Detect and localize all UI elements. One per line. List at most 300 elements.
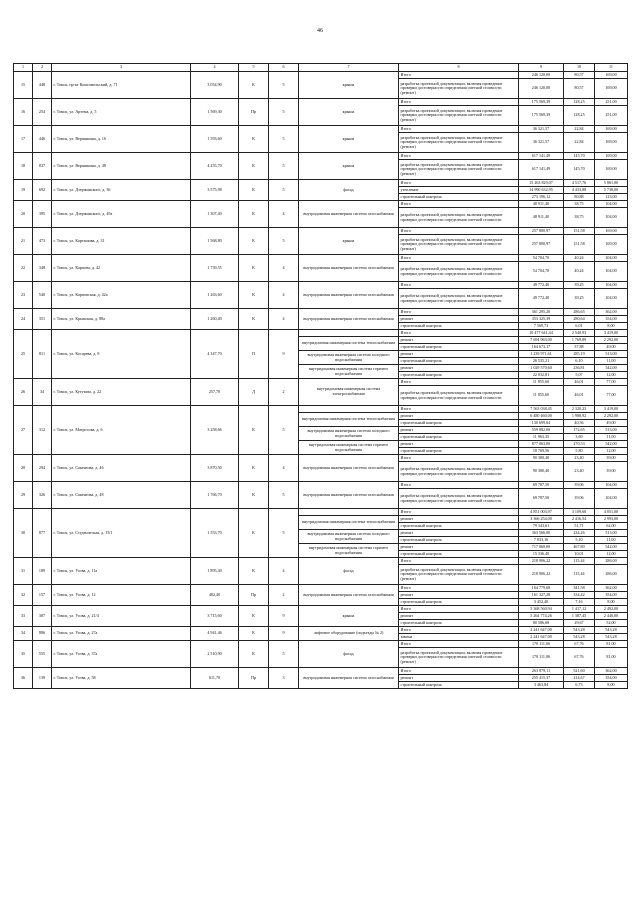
item-cell: строительный контроль [399, 523, 519, 530]
item-cell: строительный контроль [399, 682, 519, 689]
table-row [14, 455, 628, 462]
class-cell: К [239, 180, 269, 201]
cost-cell: 49 772,40 [519, 289, 564, 309]
limit-cell: 169,00 [595, 133, 628, 153]
address-cell: г. Томск, ул. Дзержинского, д. 49а [52, 201, 191, 228]
class-cell: К [239, 627, 269, 641]
item-cell: разработка проектной документации, включая проведение проверки достоверности определения сметной стоимости (ремонт) [399, 79, 519, 99]
unit-cost-cell: 40,56 [564, 420, 595, 427]
row-number: 24 [14, 309, 33, 330]
class-cell: К [239, 201, 269, 228]
row-number: 15 [14, 72, 33, 99]
row-number: 19 [14, 180, 33, 201]
area-cell: 3 870,50 [191, 455, 239, 482]
table-row [14, 309, 628, 316]
column-header: 1 [14, 64, 33, 72]
class-cell: К [239, 482, 269, 509]
house-code: 555 [33, 641, 52, 668]
limit-cell: 39,00 [595, 462, 628, 482]
row-number: 23 [14, 282, 33, 309]
item-cell: разработка проектной документации, включая проведение проверки достоверности определения сметной стоимости [399, 208, 519, 228]
cost-cell: 877 063,00 [519, 441, 564, 448]
limit-cell: 362,00 [595, 585, 628, 592]
limit-cell: 3 419,00 [595, 406, 628, 413]
cost-cell: 255 415,37 [519, 675, 564, 682]
item-cell: Итого [399, 482, 519, 489]
table-row [14, 255, 628, 262]
house-code: 395 [33, 201, 52, 228]
table-row [14, 180, 628, 187]
item-cell: утепление [399, 187, 519, 194]
page-number: 46 [317, 28, 323, 34]
house-code: 312 [33, 406, 52, 455]
cost-cell: 5 264 774,26 [519, 613, 564, 620]
item-cell: Итого [399, 228, 519, 235]
floors-cell: 9 [269, 606, 299, 627]
table-row [14, 282, 628, 289]
item-cell: строительный контроль [399, 434, 519, 441]
limit-cell: 513,00 [595, 530, 628, 537]
work-type-cell: крыша [299, 126, 399, 153]
class-cell: Пр [239, 585, 269, 606]
column-header: 10 [564, 64, 595, 72]
unit-cost-cell: 521,60 [564, 668, 595, 675]
item-cell: Итого [399, 180, 519, 187]
header-row [14, 64, 628, 72]
item-cell: разработка проектной документации, включая проведение проверки достоверности определения сметной стоимости (ремонт) [399, 565, 519, 585]
work-type-cell: внутридомовая инженерная система газоснабжения [299, 255, 399, 282]
limit-cell: 543,28 [595, 627, 628, 634]
column-header: 9 [519, 64, 564, 72]
unit-cost-cell: 5,10 [564, 537, 595, 544]
cost-cell: 90 380,40 [519, 455, 564, 462]
unit-cost-cell: 40,24 [564, 262, 595, 282]
cost-cell: 3 366 254,00 [519, 516, 564, 523]
house-code: 34 [33, 379, 52, 406]
cost-cell: 54 704,70 [519, 262, 564, 282]
limit-cell: 2 993,00 [595, 516, 628, 523]
unit-cost-cell: 22,84 [564, 126, 595, 133]
floors-cell: 5 [269, 99, 299, 126]
unit-cost-cell: 3 109,60 [564, 509, 595, 516]
item-cell: Итого [399, 72, 519, 79]
item-cell: разработка проектной документации, включая проведение проверки достоверности определения сметной стоимости [399, 262, 519, 282]
address-cell: г. Томск, ул. Карповская, д. 42а [52, 282, 191, 309]
cost-cell: 218 906,22 [519, 565, 564, 585]
limit-cell: 12,00 [595, 372, 628, 379]
work-type-cell: внутридомовая инженерная система горячего водоснабжения [299, 365, 399, 379]
limit-cell: 8,00 [595, 323, 628, 330]
floors-cell: 5 [269, 482, 299, 509]
limit-cell: 12,00 [595, 448, 628, 455]
item-cell: строительный контроль [399, 194, 519, 201]
limit-cell: 169,00 [595, 228, 628, 235]
area-cell: 1 553,70 [191, 509, 239, 558]
item-cell: разработка проектной документации, включая проведение проверки достоверности определения сметной стоимости [399, 289, 519, 309]
class-cell: К [239, 309, 269, 330]
unit-cost-cell: 334,42 [564, 592, 595, 599]
item-cell: Итого [399, 627, 519, 634]
limit-cell: 5 738,00 [595, 187, 628, 194]
area-cell: 1 260,40 [191, 309, 239, 330]
area-cell: 3 575,98 [191, 180, 239, 201]
work-type-cell: внутридомовая инженерная система газоснабжения [299, 455, 399, 482]
class-cell: К [239, 126, 269, 153]
cost-cell: 363 566,00 [519, 530, 564, 537]
limit-cell: 169,00 [595, 235, 628, 255]
cost-cell: 36 321,57 [519, 126, 564, 133]
house-code: 448 [33, 72, 52, 99]
work-type-cell: внутридомовая инженерная система газоснабжения [299, 282, 399, 309]
limit-cell: 542,00 [595, 365, 628, 372]
row-number: 34 [14, 627, 33, 641]
work-type-cell: крыша [299, 99, 399, 126]
limit-cell: 12,00 [595, 551, 628, 558]
floors-cell: 5 [269, 406, 299, 455]
house-code: 692 [33, 180, 52, 201]
cost-cell: 18 769,56 [519, 448, 564, 455]
item-cell: Итого [399, 455, 519, 462]
unit-cost-cell: 29,67 [564, 620, 595, 627]
limit-cell: 77,00 [595, 386, 628, 406]
limit-cell: 81,00 [595, 641, 628, 648]
area-cell: 3 715,60 [191, 606, 239, 627]
limit-cell: 542,00 [595, 544, 628, 551]
table-row [14, 585, 628, 592]
cost-cell: 14 990 632,95 [519, 187, 564, 194]
item-cell: Итого [399, 558, 519, 565]
class-cell: Д [239, 379, 269, 406]
cost-cell: 54 704,70 [519, 255, 564, 262]
floors-cell: 4 [269, 255, 299, 282]
work-type-cell: внутридомовая инженерная система горячего водоснабжения [299, 544, 399, 558]
address-cell: г. Томск, ул. Усова, д. 12 [52, 585, 191, 606]
table-row [14, 668, 628, 675]
limit-cell: 169,00 [595, 72, 628, 79]
item-cell: разработка проектной документации, включая проведение проверки достоверности определения сметной стоимости [399, 462, 519, 482]
limit-cell: 11,00 [595, 537, 628, 544]
limit-cell: 354,00 [595, 316, 628, 323]
area-cell: 1 895,30 [191, 558, 239, 585]
row-number: 33 [14, 606, 33, 627]
column-header: 2 [33, 64, 52, 72]
cost-cell: 273 196,12 [519, 194, 564, 201]
cost-cell: 361 295,20 [519, 309, 564, 316]
limit-cell: 104,00 [595, 255, 628, 262]
floors-cell: 9 [269, 627, 299, 641]
limit-cell: 354,00 [595, 675, 628, 682]
table-row [14, 482, 628, 489]
unit-cost-cell: 3,69 [564, 434, 595, 441]
house-code: 139 [33, 668, 52, 689]
cost-cell: 164 779,68 [519, 585, 564, 592]
item-cell: ремонт [399, 530, 519, 537]
cost-cell: 79 343,61 [519, 523, 564, 530]
limit-cell: 2 492,00 [595, 606, 628, 613]
house-code: 326 [33, 482, 52, 509]
area-cell: 257,70 [191, 379, 239, 406]
address-cell: г. Томск, ул. Усова, д. 27а [52, 627, 191, 641]
limit-cell: 62,00 [595, 523, 628, 530]
address-cell: г. Томск, ул. Усова, д. 58 [52, 668, 191, 689]
item-cell: Итого [399, 255, 519, 262]
limit-cell: 8,00 [595, 682, 628, 689]
house-code: 877 [33, 509, 52, 558]
work-type-cell: крыша [299, 72, 399, 99]
cost-cell: 246 120,00 [519, 72, 564, 79]
table-row [14, 606, 628, 613]
floors-cell: 4 [269, 309, 299, 330]
limit-cell: 104,00 [595, 208, 628, 228]
table-row [14, 379, 628, 386]
work-type-cell: крыша [299, 153, 399, 180]
unit-cost-cell: 23,40 [564, 455, 595, 462]
house-code: 348 [33, 255, 52, 282]
item-cell: разработка проектной документации, включая проведение проверки достоверности определения сметной стоимости [399, 489, 519, 509]
unit-cost-cell: 67,76 [564, 648, 595, 668]
item-cell: строительный контроль [399, 420, 519, 427]
row-number: 16 [14, 99, 33, 126]
house-code: 387 [33, 606, 52, 627]
house-code: 294 [33, 455, 52, 482]
work-type-cell: внутридомовая инженерная система газоснабжения [299, 585, 399, 606]
unit-cost-cell: 6,01 [564, 323, 595, 330]
unit-cost-cell: 22,84 [564, 133, 595, 153]
cost-cell: 48 911,40 [519, 201, 564, 208]
limit-cell: 169,00 [595, 153, 628, 160]
cost-cell: 15 336,40 [519, 551, 564, 558]
item-cell: ремонт [399, 427, 519, 434]
limit-cell: 104,00 [595, 482, 628, 489]
unit-cost-cell: 39,25 [564, 282, 595, 289]
class-cell: К [239, 558, 269, 585]
floors-cell: 2 [269, 585, 299, 606]
address-cell: г. Томск, ул. Студенческая, д. 15/1 [52, 509, 191, 558]
table-row [14, 72, 628, 79]
cost-cell: 26 535,21 [519, 358, 564, 365]
table-row [14, 99, 628, 106]
item-cell: ремонт [399, 441, 519, 448]
item-cell: Итого [399, 668, 519, 675]
row-number: 35 [14, 641, 33, 668]
work-type-cell: фасад [299, 558, 399, 585]
work-type-cell: внутридомовая инженерная система холодного водоснабжения [299, 427, 399, 441]
work-type-cell: лифтовое оборудование (подъезды № 2) [299, 627, 399, 641]
area-cell: 1 739,55 [191, 255, 239, 282]
item-cell: строительный контроль [399, 344, 519, 351]
cost-cell: 69 787,50 [519, 489, 564, 509]
unit-cost-cell: 5,07 [564, 372, 595, 379]
floors-cell: 5 [269, 180, 299, 201]
address-cell: г. Томск, ул. Усова, д. 37а [52, 641, 191, 668]
cost-cell: 11 855,60 [519, 386, 564, 406]
item-cell: строительный контроль [399, 551, 519, 558]
row-number: 28 [14, 455, 33, 482]
unit-cost-cell: 37,88 [564, 344, 595, 351]
work-type-cell: внутридомовая инженерная система газоснабжения [299, 309, 399, 330]
work-type-cell: внутридомовая инженерная система теплоснабжения [299, 337, 399, 351]
area-cell: 1 766,70 [191, 482, 239, 509]
unit-cost-cell: 10,01 [564, 551, 595, 558]
unit-cost-cell: 40,24 [564, 255, 595, 262]
unit-cost-cell: 128,25 [564, 106, 595, 126]
cost-cell: 617 141,49 [519, 160, 564, 180]
limit-cell: 2 292,00 [595, 413, 628, 420]
item-cell: ремонт [399, 351, 519, 358]
limit-cell: 11,00 [595, 358, 628, 365]
limit-cell: 104,00 [595, 262, 628, 282]
item-cell: разработка проектной документации, включая проведение проверки достоверности определения сметной стоимости (ремонт) [399, 160, 519, 180]
cost-cell: 7 569,73 [519, 323, 564, 330]
class-cell: К [239, 641, 269, 668]
address-cell: г. Томск, ул. Вершинина, д. 48 [52, 153, 191, 180]
house-code: 189 [33, 558, 52, 585]
limit-cell: 286,00 [595, 565, 628, 585]
item-cell: ремонт [399, 337, 519, 344]
limit-cell: 4 051,00 [595, 509, 628, 516]
table-row [14, 406, 628, 413]
limit-cell: 104,00 [595, 289, 628, 309]
work-type-cell [299, 330, 399, 337]
column-header: 8 [399, 64, 519, 72]
cost-cell: 257 800,97 [519, 228, 564, 235]
class-cell: К [239, 255, 269, 282]
row-number: 22 [14, 255, 33, 282]
row-number: 29 [14, 482, 33, 509]
unit-cost-cell: 7,16 [564, 599, 595, 606]
address-cell: г. Томск, ул. Артема, д. 5 [52, 99, 191, 126]
cost-cell: 717 060,00 [519, 544, 564, 551]
table-row [14, 126, 628, 133]
class-cell: П [239, 330, 269, 379]
cost-cell: 90 380,40 [519, 462, 564, 482]
address-cell: г. Томск, ул. Вершинина, д. 16 [52, 126, 191, 153]
item-cell: Итого [399, 309, 519, 316]
table-row [14, 627, 628, 634]
class-cell: К [239, 606, 269, 627]
item-cell: ремонт [399, 316, 519, 323]
item-cell: строительный контроль [399, 620, 519, 627]
unit-cost-cell: 151,58 [564, 228, 595, 235]
area-cell: 611,70 [191, 668, 239, 689]
cost-cell: 11 963,35 [519, 434, 564, 441]
unit-cost-cell: 285,19 [564, 351, 595, 358]
cost-cell: 36 321,57 [519, 133, 564, 153]
work-type-cell: внутридомовая инженерная система холодного водоснабжения [299, 351, 399, 365]
item-cell: Итого [399, 330, 519, 337]
floors-cell: 2 [269, 379, 299, 406]
item-cell: Итого [399, 126, 519, 133]
row-number: 18 [14, 153, 33, 180]
table-row [14, 509, 628, 516]
work-type-cell: внутридомовая инженерная система теплоснабжения [299, 413, 399, 427]
unit-cost-cell: 1 387,45 [564, 613, 595, 620]
house-code: 254 [33, 99, 52, 126]
limit-cell: 2 440,00 [595, 613, 628, 620]
item-cell: ремонт [399, 516, 519, 523]
limit-cell: 81,00 [595, 648, 628, 668]
house-code: 157 [33, 585, 52, 606]
address-cell: г. Томск, ул. Сакентова, д. 46 [52, 455, 191, 482]
limit-cell: 52,00 [595, 620, 628, 627]
limit-cell: 286,00 [595, 558, 628, 565]
address-cell: г. Томск, ул. Дзержинского, д. 36 [52, 180, 191, 201]
unit-cost-cell: 6,73 [564, 682, 595, 689]
row-number: 27 [14, 406, 33, 455]
cost-cell: 353 325,39 [519, 316, 564, 323]
unit-cost-cell: 151,58 [564, 235, 595, 255]
cost-cell: 80 586,68 [519, 620, 564, 627]
unit-cost-cell: 23,40 [564, 462, 595, 482]
area-cell: 1 568,80 [191, 228, 239, 255]
cost-cell: 7 694 963,00 [519, 337, 564, 344]
item-cell: строительный контроль [399, 323, 519, 330]
item-cell: разработка проектной документации, включая проведение проверки достоверности определения сметной стоимости (ремонт) [399, 648, 519, 668]
cost-cell: 3 452,40 [519, 599, 564, 606]
item-cell: строительный контроль [399, 448, 519, 455]
table-row [14, 558, 628, 565]
cost-cell: 22 032,81 [519, 372, 564, 379]
item-cell: строительный контроль [399, 599, 519, 606]
item-cell: разработка проектной документации, включая проведение проверки достоверности определения сметной стоимости (ремонт) [399, 106, 519, 126]
limit-cell: 104,00 [595, 282, 628, 289]
work-type-cell: крыша [299, 606, 399, 627]
cost-cell: 257 800,97 [519, 235, 564, 255]
row-number: 32 [14, 585, 33, 606]
table-row [14, 330, 628, 337]
unit-cost-cell: 4 433,88 [564, 187, 595, 194]
unit-cost-cell: 67,76 [564, 641, 595, 648]
limit-cell: 169,00 [595, 160, 628, 180]
item-cell: строительный контроль [399, 358, 519, 365]
column-header: 11 [595, 64, 628, 72]
unit-cost-cell: 280,64 [564, 316, 595, 323]
cost-cell: 617 141,49 [519, 153, 564, 160]
item-cell: строительный контроль [399, 372, 519, 379]
column-header: 6 [269, 64, 299, 72]
cost-cell: 2 241 647,00 [519, 634, 564, 641]
unit-cost-cell: 214,67 [564, 675, 595, 682]
house-code: 837 [33, 153, 52, 180]
limit-cell: 362,00 [595, 668, 628, 675]
row-number: 36 [14, 668, 33, 689]
cost-cell: 175 569,39 [519, 106, 564, 126]
limit-cell: 11,00 [595, 434, 628, 441]
limit-cell: 5 861,00 [595, 180, 628, 187]
unit-cost-cell: 2 416,54 [564, 516, 595, 523]
work-type-cell [299, 406, 399, 413]
area-cell: 2 510,90 [191, 641, 239, 668]
capital-repair-table [13, 63, 628, 689]
address-cell: г. Томск, ул. Карташова, д. 31 [52, 228, 191, 255]
row-number: 31 [14, 558, 33, 585]
unit-cost-cell: 145,70 [564, 153, 595, 160]
floors-cell: 5 [269, 126, 299, 153]
address-cell: г. Томск, ул. Усова, д. 11а [52, 558, 191, 585]
table-row [14, 201, 628, 208]
item-cell: ремонт [399, 413, 519, 420]
cost-cell: 10 477 641,44 [519, 330, 564, 337]
item-cell: разработка проектной документации, включая проведение проверки достоверности определения сметной стоимости [399, 386, 519, 406]
table-row [14, 153, 628, 160]
item-cell: Итого [399, 282, 519, 289]
floors-cell: 5 [269, 153, 299, 180]
cost-cell: 170 111,06 [519, 648, 564, 668]
floors-cell: 4 [269, 201, 299, 228]
item-cell: замена [399, 634, 519, 641]
unit-cost-cell: 467,80 [564, 544, 595, 551]
house-code: 446 [33, 126, 52, 153]
